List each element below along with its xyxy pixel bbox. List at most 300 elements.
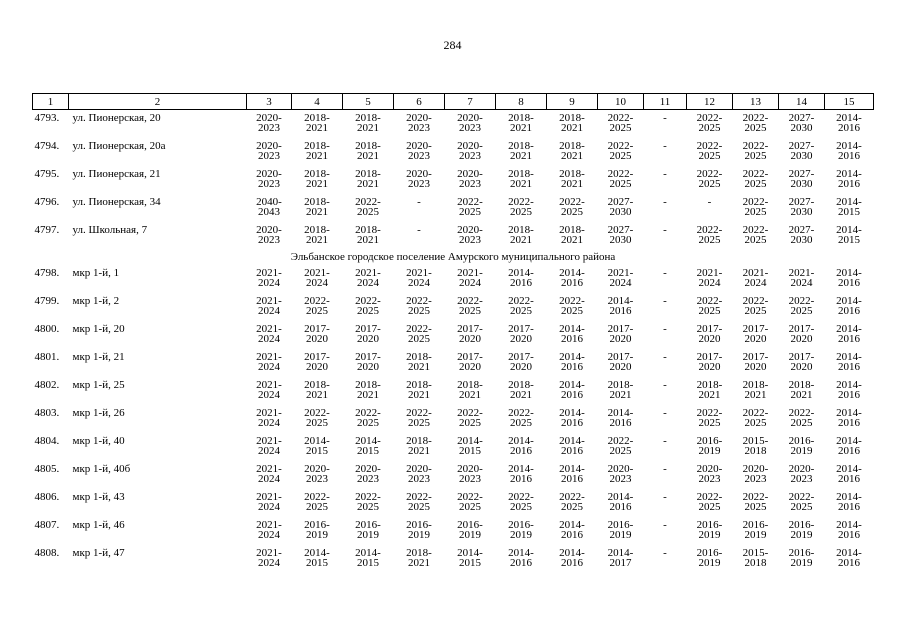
year-value: 2018-: [559, 167, 585, 180]
dash-value: -: [663, 195, 667, 208]
year-value: 2018: [744, 556, 767, 569]
table-row: [33, 517, 874, 545]
period-cell: [247, 517, 292, 545]
year-value: 2021: [561, 122, 583, 134]
dash-value: -: [663, 518, 667, 531]
year-value: 2021: [357, 177, 379, 190]
row-address: мкр 1-й, 40б: [72, 462, 131, 475]
year-value: 2022-: [304, 490, 330, 503]
year-value: 2014-: [836, 490, 862, 503]
period-cell: [343, 194, 394, 222]
table-row: [33, 265, 874, 293]
year-value: 2016: [838, 332, 860, 345]
year-value: 2017-: [788, 350, 815, 363]
period-cell: [779, 166, 825, 194]
period-cell: [644, 461, 687, 489]
period-cell: [687, 110, 733, 138]
year-value: 2025: [744, 304, 767, 317]
table-row: [33, 461, 874, 489]
year-value: 2020: [744, 332, 767, 345]
period-cell: [292, 349, 343, 377]
year-value: 2014-: [836, 266, 862, 279]
year-value: 2024: [698, 276, 721, 289]
year-value: 2022-: [508, 406, 534, 419]
year-value: 2025: [306, 416, 328, 429]
row-number: 4794.: [34, 139, 60, 152]
column-header: 10: [598, 94, 644, 110]
period-cell: [394, 321, 445, 349]
year-value: 2022-: [457, 294, 483, 307]
year-value: 2025: [698, 304, 721, 317]
year-value: 2016: [838, 444, 860, 457]
year-value: 2014-: [607, 294, 634, 307]
year-value: 2024: [258, 276, 280, 289]
year-value: 2021-: [256, 546, 282, 559]
row-number: 4796.: [34, 195, 60, 208]
year-value: 2018-: [696, 378, 723, 391]
year-value: 2030: [790, 233, 813, 246]
year-value: 2014-: [836, 378, 862, 391]
period-cell: [825, 321, 874, 349]
year-value: 2016: [838, 122, 860, 134]
row-address: мкр 1-й, 47: [72, 546, 125, 559]
year-value: 2027-: [788, 223, 815, 236]
year-value: 2025: [609, 177, 632, 190]
period-cell: [445, 166, 496, 194]
year-value: 2022-: [696, 139, 723, 152]
year-value: 2024: [408, 276, 430, 289]
year-value: 2023: [459, 122, 481, 134]
row-address: мкр 1-й, 2: [72, 294, 120, 307]
year-value: 2024: [306, 276, 328, 289]
year-value: 2016: [510, 556, 532, 569]
period-cell: [445, 545, 496, 573]
period-cell: [779, 265, 825, 293]
year-value: 2018-: [304, 378, 330, 391]
year-value: 2022-: [559, 490, 585, 503]
year-value: 2022-: [406, 490, 432, 503]
period-cell: [644, 265, 687, 293]
year-value: 2025: [306, 500, 328, 513]
period-cell: [496, 293, 547, 321]
column-header: 11: [644, 94, 687, 110]
year-value: 2022-: [788, 406, 815, 419]
period-cell: [247, 405, 292, 433]
year-value: 2025: [744, 500, 767, 513]
year-value: 2016: [838, 149, 860, 162]
row-number: 4793.: [34, 112, 60, 124]
year-value: 2014-: [559, 518, 585, 531]
period-cell: [687, 194, 733, 222]
period-cell: [394, 293, 445, 321]
period-cell: [733, 265, 779, 293]
year-value: 2016: [561, 332, 583, 345]
year-value: 2018-: [559, 223, 585, 236]
period-cell: [496, 265, 547, 293]
row-number: 4807.: [34, 518, 60, 531]
period-cell: [343, 349, 394, 377]
year-value: 2024: [258, 304, 280, 317]
year-value: 2015: [459, 444, 481, 457]
year-value: 2019: [744, 528, 767, 541]
page-number: 284: [443, 38, 462, 52]
year-value: 2025: [561, 500, 583, 513]
period-cell: [733, 110, 779, 138]
year-value: 2022-: [457, 490, 483, 503]
period-cell: [445, 265, 496, 293]
period-cell: [247, 166, 292, 194]
year-value: 2025: [510, 304, 532, 317]
period-cell: [779, 194, 825, 222]
year-value: 2014-: [457, 546, 483, 559]
period-cell: [247, 110, 292, 138]
column-header: 12: [687, 94, 733, 110]
period-cell: [644, 433, 687, 461]
period-cell: [687, 293, 733, 321]
row-number: 4806.: [34, 490, 60, 503]
year-value: 2015: [838, 233, 860, 246]
column-header: 15: [825, 94, 874, 110]
period-cell: [598, 377, 644, 405]
dash-value: -: [663, 223, 667, 236]
period-cell: [547, 517, 598, 545]
year-value: 2014-: [457, 434, 483, 447]
period-cell: [779, 517, 825, 545]
period-cell: [247, 293, 292, 321]
period-cell: [343, 461, 394, 489]
year-value: 2020-: [457, 139, 483, 152]
dash-value: -: [417, 223, 421, 236]
year-value: 2022-: [788, 490, 815, 503]
period-cell: [644, 138, 687, 166]
year-value: 2019: [510, 528, 532, 541]
year-value: 2014-: [836, 167, 862, 180]
year-value: 2020: [459, 332, 481, 345]
year-value: 2014-: [836, 294, 862, 307]
year-value: 2025: [790, 500, 813, 513]
row-address: ул. Школьная, 7: [72, 223, 148, 236]
period-cell: [292, 321, 343, 349]
year-value: 2019: [790, 444, 813, 457]
period-cell: [445, 517, 496, 545]
year-value: 2018-: [406, 350, 432, 363]
year-value: 2014-: [559, 266, 585, 279]
year-value: 2014-: [508, 546, 534, 559]
table-row: [33, 138, 874, 166]
period-cell: [825, 405, 874, 433]
year-value: 2014-: [836, 195, 862, 208]
period-cell: [825, 461, 874, 489]
period-cell: [247, 461, 292, 489]
year-value: 2030: [609, 205, 632, 218]
year-value: 2017-: [355, 350, 381, 363]
year-value: 2016: [838, 416, 860, 429]
year-value: 2022-: [696, 112, 723, 124]
period-cell: [292, 138, 343, 166]
year-value: 2019: [408, 528, 430, 541]
year-value: 2018-: [508, 139, 534, 152]
period-cell: [687, 138, 733, 166]
year-value: 2020-: [256, 112, 282, 124]
year-value: 2025: [357, 416, 379, 429]
period-cell: [733, 545, 779, 573]
year-value: 2020: [357, 360, 379, 373]
year-value: 2019: [459, 528, 481, 541]
year-value: 2021-: [406, 266, 432, 279]
year-value: 2020-: [742, 462, 769, 475]
period-cell: [644, 293, 687, 321]
year-value: 2016: [561, 472, 583, 485]
year-value: 2019: [609, 528, 632, 541]
period-cell: [496, 489, 547, 517]
period-cell: [343, 405, 394, 433]
year-value: 2015: [306, 556, 328, 569]
year-value: 2020-: [256, 139, 282, 152]
period-cell: [687, 489, 733, 517]
year-value: 2016: [838, 472, 860, 485]
period-cell: [779, 222, 825, 250]
period-cell: [825, 265, 874, 293]
dash-value: -: [663, 350, 667, 363]
year-value: 2016: [561, 528, 583, 541]
period-cell: [825, 545, 874, 573]
table-row: [33, 377, 874, 405]
period-cell: [733, 461, 779, 489]
period-cell: [292, 461, 343, 489]
period-cell: [733, 517, 779, 545]
period-cell: [779, 405, 825, 433]
period-cell: [394, 110, 445, 138]
period-cell: [394, 433, 445, 461]
year-value: 2018: [744, 444, 767, 457]
period-cell: [496, 377, 547, 405]
period-cell: [547, 138, 598, 166]
period-cell: [825, 517, 874, 545]
year-value: 2022-: [559, 294, 585, 307]
year-value: 2018-: [406, 434, 432, 447]
year-value: 2025: [790, 304, 813, 317]
year-value: 2016: [609, 500, 632, 513]
year-value: 2021: [357, 233, 379, 246]
year-value: 2025: [561, 304, 583, 317]
year-value: 2022-: [742, 294, 769, 307]
year-value: 2021: [408, 444, 430, 457]
year-value: 2017-: [508, 350, 534, 363]
column-header: 2: [69, 94, 247, 110]
year-value: 2021: [306, 177, 328, 190]
period-cell: [598, 405, 644, 433]
year-value: 2014-: [607, 406, 634, 419]
year-value: 2040-: [256, 195, 282, 208]
year-value: 2014-: [304, 546, 330, 559]
period-cell: [445, 194, 496, 222]
period-cell: [644, 222, 687, 250]
year-value: 2016: [838, 556, 860, 569]
period-cell: [247, 222, 292, 250]
year-value: 2016: [838, 276, 860, 289]
year-value: 2025: [459, 205, 481, 218]
year-value: 2024: [258, 360, 280, 373]
period-cell: [496, 461, 547, 489]
dash-value: -: [663, 294, 667, 307]
year-value: 2025: [744, 149, 767, 162]
year-value: 2021: [609, 388, 632, 401]
year-value: 2022-: [457, 195, 483, 208]
year-value: 2021: [510, 388, 532, 401]
period-cell: [445, 377, 496, 405]
year-value: 2022-: [742, 490, 769, 503]
year-value: 2023: [357, 472, 379, 485]
year-value: 2021: [306, 205, 328, 218]
year-value: 2016: [510, 444, 532, 457]
year-value: 2015: [459, 556, 481, 569]
year-value: 2020: [790, 332, 813, 345]
dash-value: -: [663, 266, 667, 279]
year-value: 2016-: [304, 518, 330, 531]
year-value: 2014-: [559, 406, 585, 419]
table-row: [33, 545, 874, 573]
year-value: 2019: [698, 444, 721, 457]
period-cell: [343, 489, 394, 517]
period-cell: [779, 349, 825, 377]
year-value: 2017-: [696, 350, 723, 363]
year-value: 2019: [790, 556, 813, 569]
period-cell: [292, 110, 343, 138]
year-value: 2021: [357, 149, 379, 162]
year-value: 2016-: [355, 518, 381, 531]
year-value: 2020: [744, 360, 767, 373]
year-value: 2022-: [355, 406, 381, 419]
year-value: 2030: [790, 149, 813, 162]
table-row: [33, 405, 874, 433]
period-cell: [292, 405, 343, 433]
year-value: 2025: [561, 205, 583, 218]
year-value: 2023: [408, 472, 430, 485]
year-value: 2021: [306, 149, 328, 162]
year-value: 2021: [744, 388, 767, 401]
year-value: 2021: [561, 177, 583, 190]
period-cell: [779, 433, 825, 461]
period-cell: [598, 517, 644, 545]
year-value: 2023: [744, 472, 767, 485]
year-value: 2022-: [355, 490, 381, 503]
year-value: 2020-: [406, 462, 432, 475]
period-cell: [779, 321, 825, 349]
year-value: 2016: [561, 444, 583, 457]
year-value: 2021: [790, 388, 813, 401]
year-value: 2020: [790, 360, 813, 373]
year-value: 2021: [510, 149, 532, 162]
period-cell: [779, 138, 825, 166]
period-cell: [445, 110, 496, 138]
year-value: 2022-: [742, 112, 769, 124]
year-value: 2020-: [406, 167, 432, 180]
year-value: 2020-: [607, 462, 634, 475]
year-value: 2022-: [742, 139, 769, 152]
row-address: мкр 1-й, 1: [72, 266, 120, 279]
year-value: 2025: [744, 122, 767, 134]
period-cell: [687, 321, 733, 349]
dash-value: -: [663, 406, 667, 419]
period-cell: [779, 110, 825, 138]
year-value: 2022-: [696, 406, 723, 419]
table-row: [33, 321, 874, 349]
year-value: 2024: [790, 276, 813, 289]
column-header: 5: [343, 94, 394, 110]
year-value: 2022-: [406, 294, 432, 307]
year-value: 2016: [561, 388, 583, 401]
period-cell: [445, 349, 496, 377]
period-cell: [644, 545, 687, 573]
year-value: 2021: [698, 388, 721, 401]
year-value: 2015: [357, 556, 379, 569]
year-value: 2021: [306, 233, 328, 246]
period-cell: [394, 405, 445, 433]
row-address: мкр 1-й, 26: [72, 406, 125, 419]
year-value: 2015: [306, 444, 328, 457]
year-value: 2025: [744, 233, 767, 246]
year-value: 2022-: [508, 490, 534, 503]
period-cell: [825, 166, 874, 194]
year-value: 2025: [408, 332, 430, 345]
year-value: 2021: [408, 556, 430, 569]
year-value: 2030: [790, 122, 813, 134]
dash-value: -: [663, 378, 667, 391]
year-value: 2018-: [355, 378, 381, 391]
period-cell: [825, 110, 874, 138]
year-value: 2024: [258, 500, 280, 513]
period-cell: [496, 349, 547, 377]
year-value: 2024: [258, 556, 280, 569]
period-cell: [733, 349, 779, 377]
year-value: 2016: [838, 360, 860, 373]
year-value: 2025: [744, 205, 767, 218]
row-address: мкр 1-й, 20: [72, 322, 125, 335]
year-value: 2022-: [607, 139, 634, 152]
year-value: 2021: [306, 388, 328, 401]
period-cell: [644, 349, 687, 377]
year-value: 2022-: [742, 167, 769, 180]
table-row: [33, 110, 874, 138]
year-value: 2021-: [256, 406, 282, 419]
year-value: 2016-: [742, 518, 769, 531]
year-value: 2021: [561, 233, 583, 246]
period-cell: [445, 138, 496, 166]
table-row: [33, 489, 874, 517]
period-cell: [687, 405, 733, 433]
period-cell: [547, 405, 598, 433]
table-row: [33, 349, 874, 377]
year-value: 2021-: [457, 266, 483, 279]
period-cell: [644, 321, 687, 349]
period-cell: [547, 222, 598, 250]
year-value: 2016: [510, 472, 532, 485]
year-value: 2020-: [304, 462, 330, 475]
year-value: 2022-: [559, 195, 585, 208]
year-value: 2030: [790, 177, 813, 190]
year-value: 2023: [306, 472, 328, 485]
year-value: 2025: [698, 177, 721, 190]
row-address: ул. Пионерская, 21: [72, 167, 161, 180]
period-cell: [598, 349, 644, 377]
year-value: 2014-: [836, 406, 862, 419]
period-cell: [247, 265, 292, 293]
year-value: 2023: [258, 122, 280, 134]
row-address: ул. Пионерская, 20: [72, 112, 161, 124]
period-cell: [292, 166, 343, 194]
row-address: ул. Пионерская, 34: [72, 195, 161, 208]
period-cell: [394, 194, 445, 222]
